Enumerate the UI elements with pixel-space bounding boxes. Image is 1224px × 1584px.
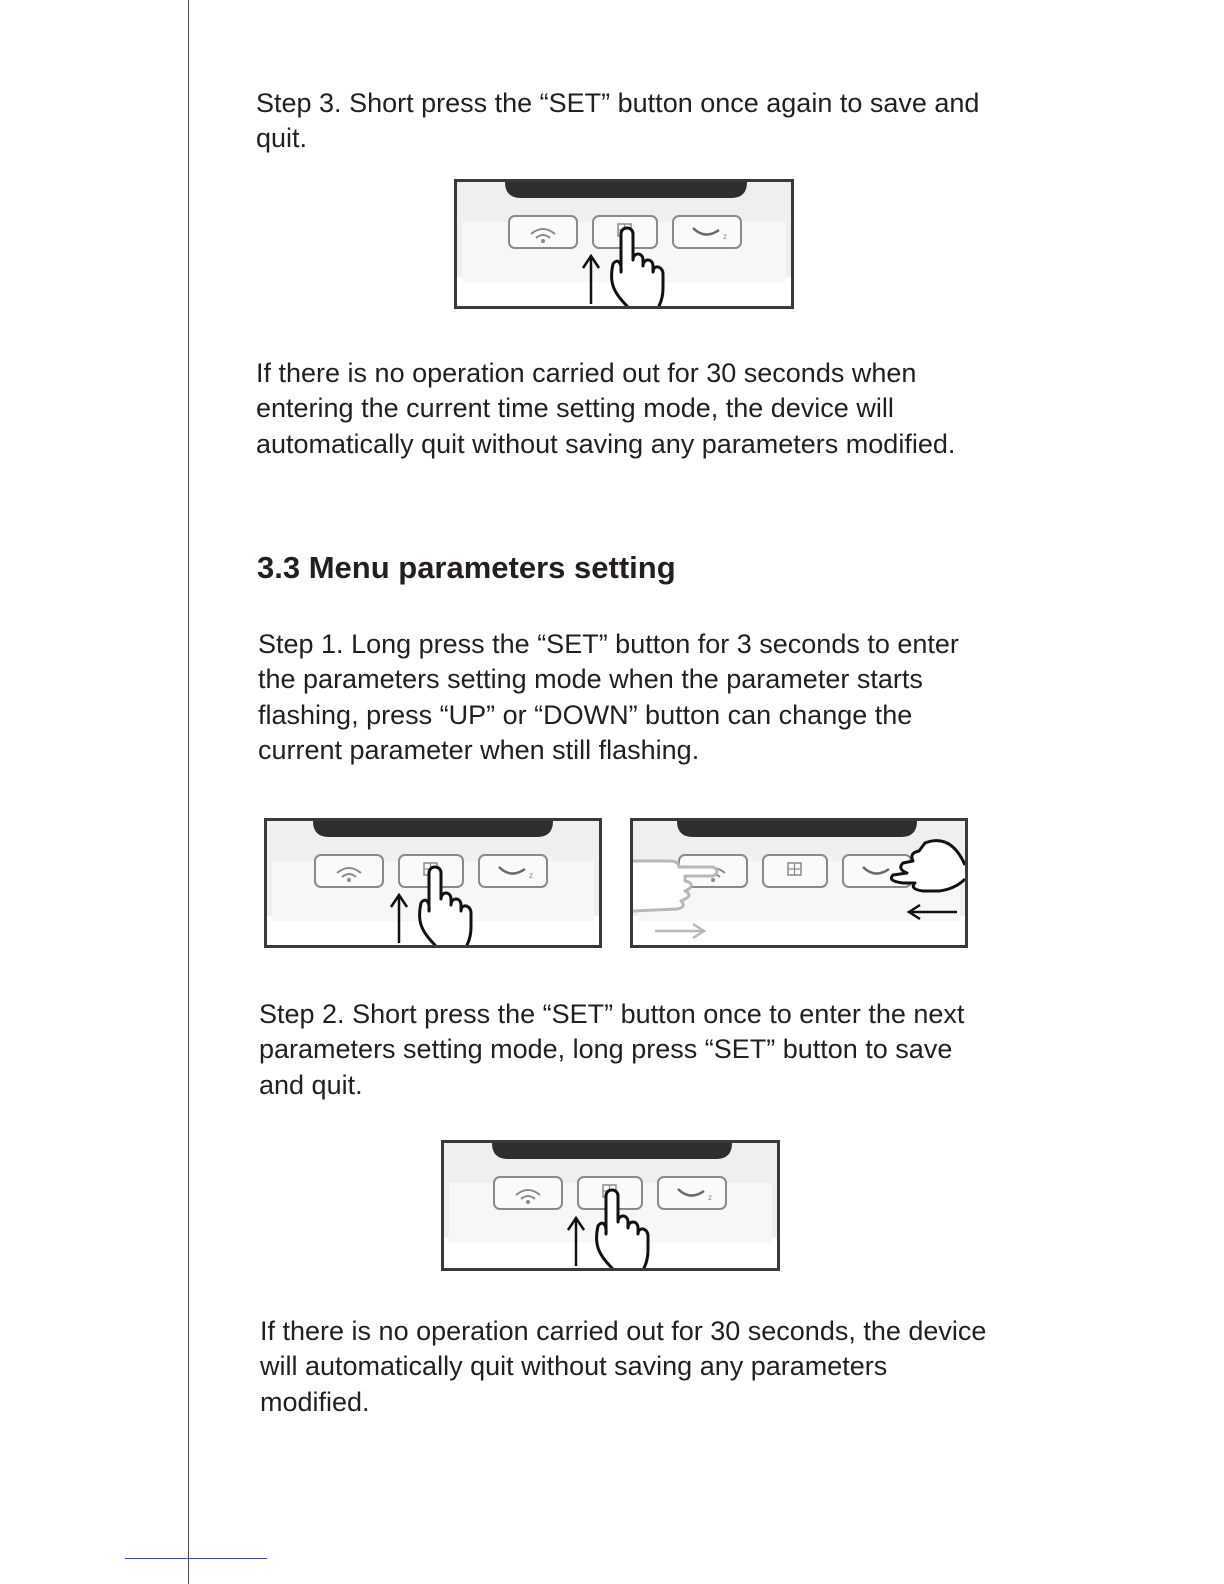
page-margin-line [188,0,189,1584]
figure-up-down [630,818,968,948]
note2-paragraph: If there is no operation carried out for 30 seconds, the device will automatically quit without saving any parameters modified. [260,1316,987,1417]
set-button-icon [763,855,827,887]
svg-text:z: z [708,1193,712,1202]
svg-text:z: z [529,871,533,880]
right-arrow-icon [655,924,704,938]
figure-set-press-3 [441,1140,780,1271]
note1-paragraph: If there is no operation carried out for 30 seconds when entering the current time setting mode, the device will automatically quit without saving any parameters modified. [256,358,956,459]
wifi-button-icon [315,855,383,887]
sleep-button-icon [658,1177,726,1209]
sleep-button-icon [673,216,741,248]
step2-paragraph: Step 2. Short press the “SET” button once to enter the next parameters setting mode, long press “SET” button to save and quit. [259,999,965,1100]
section-heading: 3.3 Menu parameters setting [257,550,676,585]
footnote-rule [125,1558,267,1559]
figure-set-press-2 [264,818,602,948]
sleep-button-icon [479,855,547,887]
step1-paragraph: Step 1. Long press the “SET” button for 3 seconds to enter the parameters setting mode when the parameter starts flashing, press “UP” or “DOWN” button can change the current parameter when still flashing. [258,629,959,765]
svg-text:z: z [723,232,727,241]
wifi-button-icon [509,216,577,248]
step3-paragraph: Step 3. Short press the “SET” button once again to save and quit. [256,88,980,154]
wifi-button-icon [494,1177,562,1209]
figure-set-press-1 [454,179,794,309]
